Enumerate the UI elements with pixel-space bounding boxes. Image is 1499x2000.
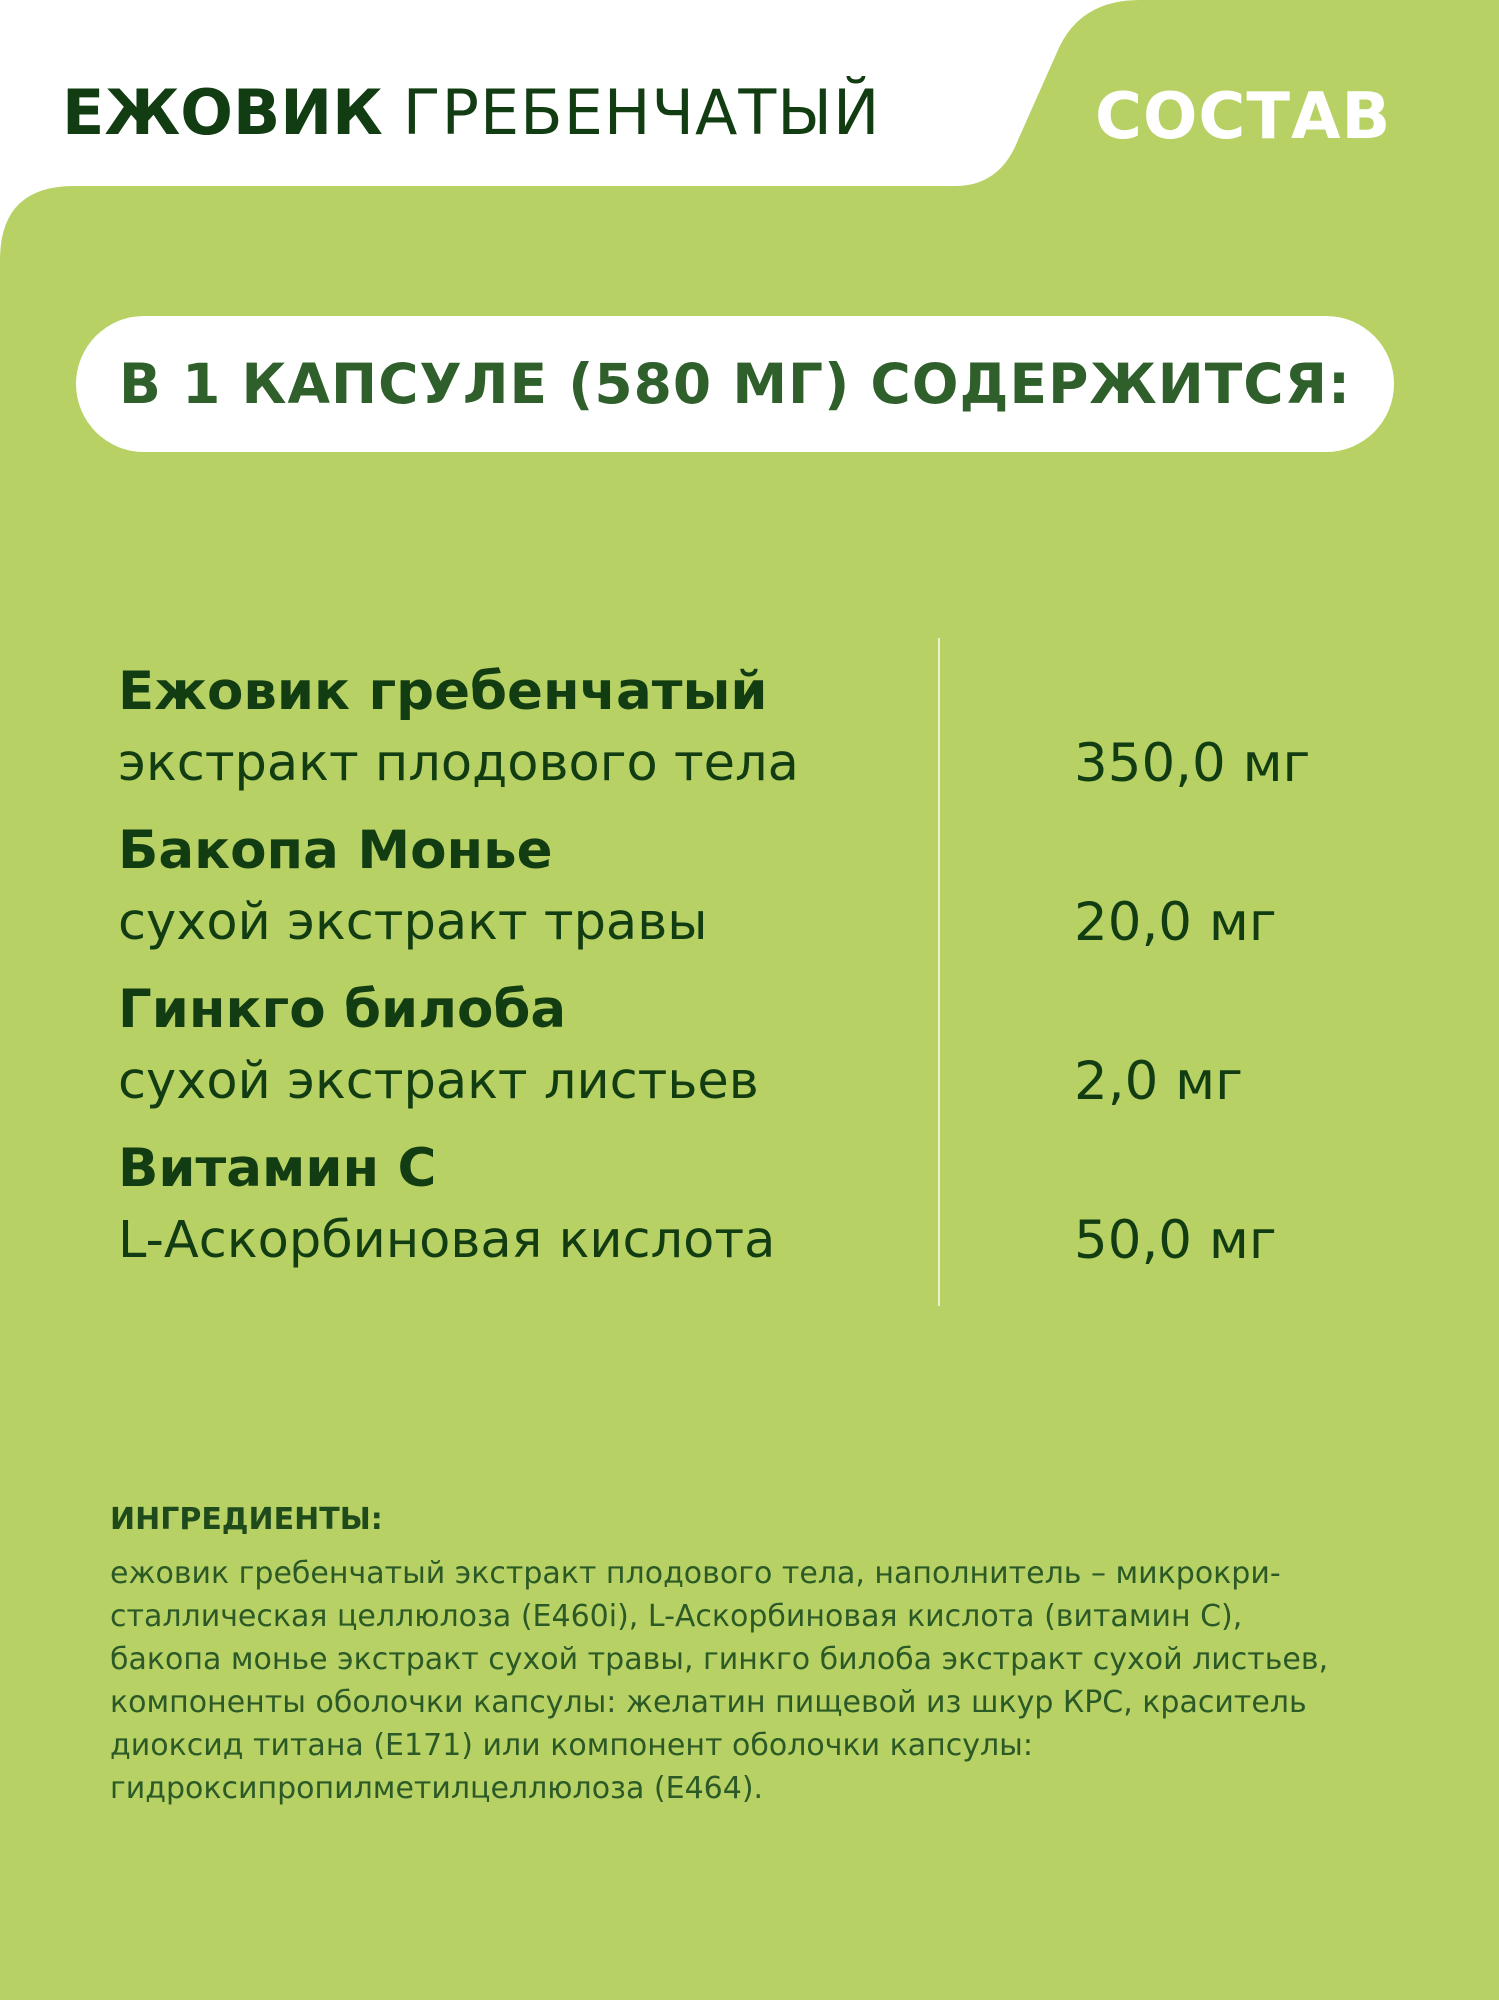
ingredients-text bbox=[110, 1552, 1328, 1810]
capsule-content-banner-text: В 1 КАПСУЛЕ (580 МГ) СОДЕРЖИТСЯ: bbox=[119, 352, 1351, 416]
composition-row bbox=[118, 1130, 1398, 1290]
composition-row bbox=[118, 812, 1398, 972]
ingredients-line: гидроксипропилметилцеллюлоза (Е464). bbox=[110, 1771, 764, 1806]
ingredients-line: диоксид титана (Е171) или компонент оболочки капсулы: bbox=[110, 1728, 1033, 1763]
component-amount: 20,0 мг bbox=[1074, 892, 1277, 953]
composition-row bbox=[118, 971, 1398, 1131]
ingredients-line: бакопа монье экстракт сухой травы, гинкго билоба экстракт сухой листьев, bbox=[110, 1642, 1329, 1677]
ingredients-line: сталлическая целлюлоза (Е460i), L-Аскорбиновая кислота (витамин С), bbox=[110, 1599, 1243, 1634]
component-detail: сухой экстракт травы bbox=[118, 893, 708, 952]
product-title bbox=[62, 68, 880, 158]
capsule-content-banner bbox=[76, 316, 1394, 452]
component-name: Гинкго билоба bbox=[118, 979, 567, 1040]
composition-row bbox=[118, 653, 1398, 813]
component-detail: экстракт плодового тела bbox=[118, 734, 799, 793]
component-name: Витамин С bbox=[118, 1138, 437, 1199]
composition-tab-label: СОСТАВ bbox=[1095, 80, 1392, 154]
ingredients-line: компоненты оболочки капсулы: желатин пищевой из шкур КРС, краситель bbox=[110, 1685, 1307, 1720]
product-title-bold: ЕЖОВИК bbox=[62, 76, 383, 149]
component-amount: 350,0 мг bbox=[1074, 733, 1311, 794]
component-amount: 50,0 мг bbox=[1074, 1210, 1277, 1271]
ingredients-heading: ИНГРЕДИЕНТЫ: bbox=[110, 1502, 383, 1537]
ingredients-line: ежовик гребенчатый экстракт плодового тела, наполнитель – микрокри- bbox=[110, 1556, 1281, 1591]
component-name: Бакопа Монье bbox=[118, 820, 553, 881]
component-detail: L-Аскорбиновая кислота bbox=[118, 1211, 776, 1270]
component-name: Ежовик гребенчатый bbox=[118, 661, 768, 722]
component-detail: сухой экстракт листьев bbox=[118, 1052, 759, 1111]
component-amount: 2,0 мг bbox=[1074, 1051, 1243, 1112]
product-title-regular: ГРЕБЕНЧАТЫЙ bbox=[402, 76, 881, 149]
